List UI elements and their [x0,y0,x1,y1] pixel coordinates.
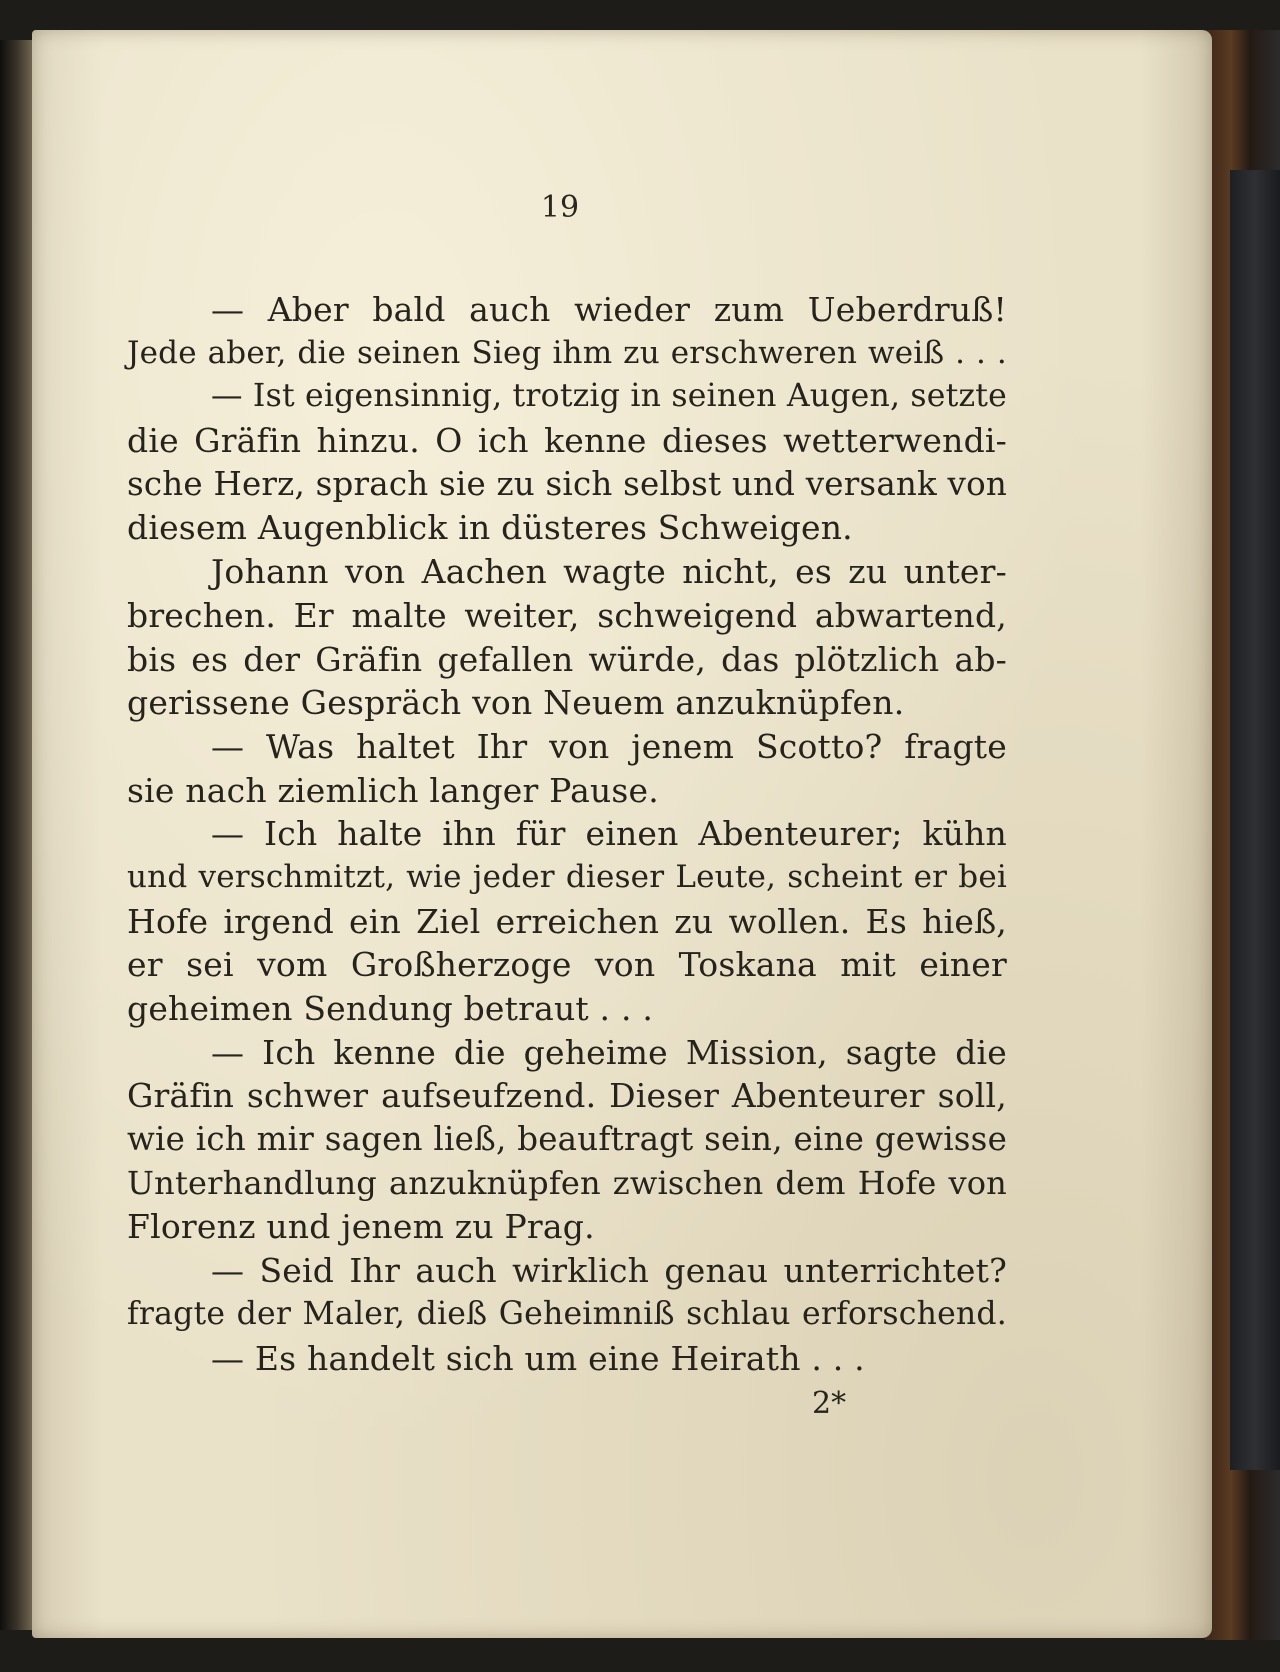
text-line: geheimen Sendung betraut . . . [127,989,654,1028]
page-number: 19 [540,190,580,225]
text-line: — Ist eigensinnig, trotzig in seinen Augen, setzte [211,378,1007,415]
text-line: brechen. Er malte weiter, schweigend abwartend, [127,595,1007,635]
book-cover-cloth [1230,170,1280,1470]
body-text [127,288,1007,1380]
text-line: fragte der Maler, dieß Geheimniß schlau erforschend. [127,1295,1007,1332]
text-line: er sei vom Großherzoge von Toskana mit einer [127,945,1007,985]
text-line: die Gräfin hinzu. O ich kenne dieses wetterwendi- [127,421,1007,461]
text-line: bis es der Gräfin gefallen würde, das plötzlich ab- [127,639,1007,679]
text-line: Florenz und jenem zu Prag. [127,1207,595,1247]
text-line: Hofe irgend ein Ziel erreichen zu wollen. Es hieß, [127,901,1007,941]
signature-mark: 2* [812,1386,847,1421]
text-line: Johann von Aachen wagte nicht, es zu unter- [211,552,1007,592]
text-line: — Was haltet Ihr von jenem Scotto? fragte [211,726,1007,766]
book-page [32,30,1212,1638]
text-line: — Aber bald auch wieder zum Ueberdruß! [211,290,1007,329]
text-line: gerissene Gespräch von Neuem anzuknüpfen. [127,683,905,723]
text-line: sie nach ziemlich langer Pause. [127,770,659,810]
text-line: und verschmitzt, wie jeder dieser Leute, scheint er bei [127,858,1007,895]
text-line: diesem Augenblick in düsteres Schweigen. [127,508,853,548]
text-line: Jede aber, die seinen Sieg ihm zu erschweren weiß . . . [127,334,1007,371]
text-line: sche Herz, sprach sie zu sich selbst und versank von [127,464,1007,503]
text-line: — Ich halte ihn für einen Abenteurer; kühn [211,814,1007,854]
text-line: wie ich mir sagen ließ, beauftragt sein, eine gewisse [127,1120,1007,1159]
text-line: — Es handelt sich um eine Heirath . . . [211,1338,865,1378]
text-line: — Seid Ihr auch wirklich genau unterrichtet? [211,1251,1007,1291]
text-line: Unterhandlung anzuknüpfen zwischen dem Hofe von [127,1163,1007,1202]
text-line: — Ich kenne die geheime Mission, sagte die [211,1032,1007,1072]
text-line: Gräfin schwer aufseufzend. Dieser Abenteurer soll, [127,1076,1007,1116]
